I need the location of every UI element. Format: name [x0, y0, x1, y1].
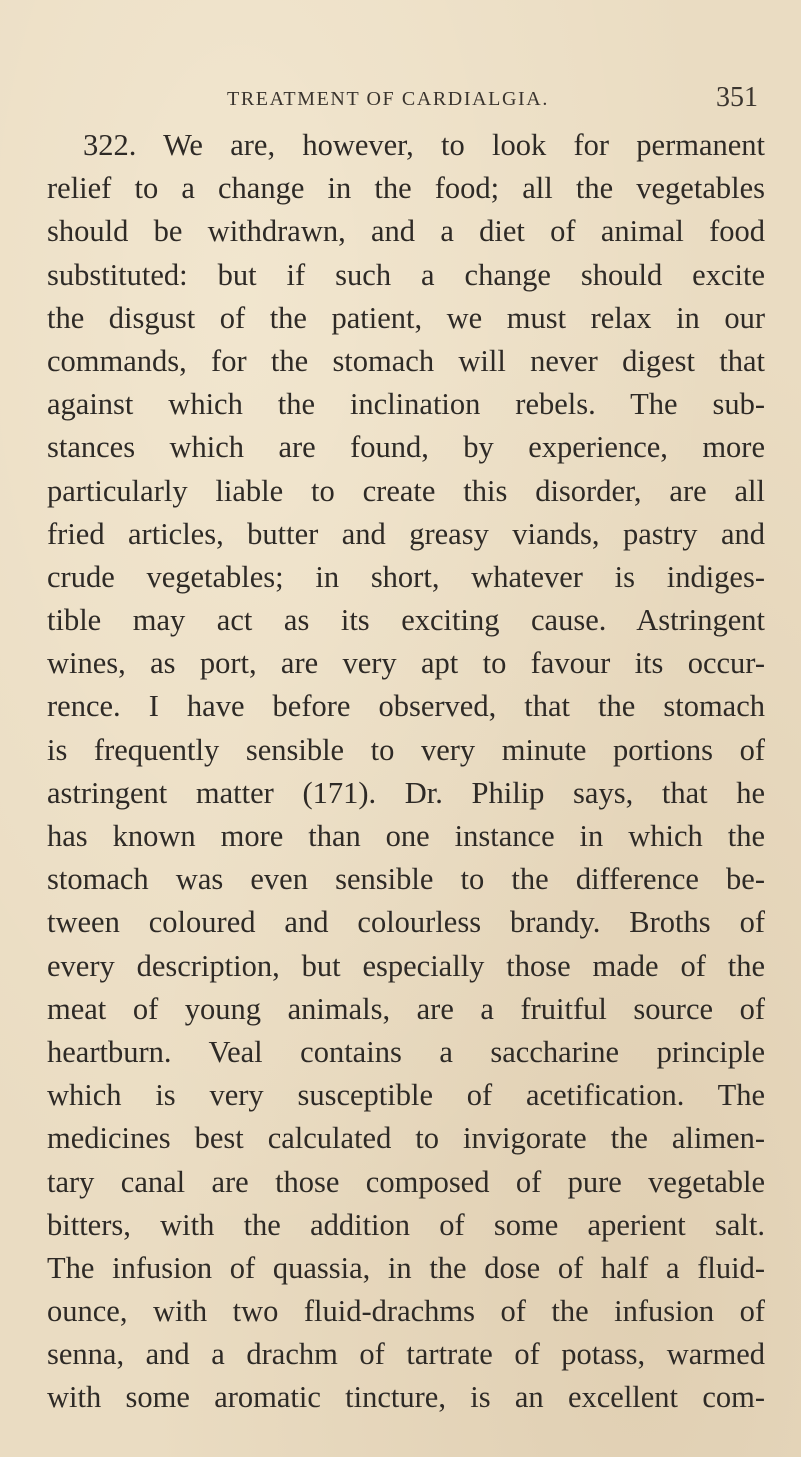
text-line: has known more than one instance in which the [47, 819, 765, 853]
text-line: every description, but especially those made of the [47, 948, 765, 983]
text-line: astringent matter (171). Dr. Philip says, that he [47, 775, 765, 810]
text-line: relief to a change in the food; all the vegetables [47, 171, 765, 206]
text-line: commands, for the stomach will never digest that [47, 343, 765, 378]
text-line: 322. We are, however, to look for permanent [83, 128, 765, 162]
text-line: substituted: but if such a change should excite [47, 257, 765, 292]
text-line: is frequently sensible to very minute portions of [47, 732, 765, 767]
text-line: tible may act as its exciting cause. Astringent [47, 603, 765, 638]
text-line: with some aromatic tincture, is an excellent com- [47, 1380, 765, 1415]
text-line: bitters, with the addition of some aperient salt. [47, 1207, 765, 1242]
text-line: stances which are found, by experience, more [47, 430, 765, 465]
text-line: tary canal are those composed of pure vegetable [47, 1164, 765, 1199]
text-line: stomach was even sensible to the difference be- [47, 862, 765, 897]
text-line: The infusion of quassia, in the dose of half a fluid- [47, 1250, 765, 1285]
text-line: tween coloured and colourless brandy. Broths of [47, 905, 765, 940]
text-line: particularly liable to create this disorder, are all [47, 473, 765, 508]
text-line: should be withdrawn, and a diet of animal food [47, 214, 765, 249]
text-line: wines, as port, are very apt to favour its occur- [47, 646, 765, 681]
text-line: the disgust of the patient, we must relax in our [47, 300, 765, 335]
text-line: medicines best calculated to invigorate the alimen- [47, 1121, 765, 1156]
body-paragraph [47, 124, 765, 1420]
running-head: TREATMENT OF CARDIALGIA. [227, 88, 549, 110]
text-line: heartburn. Veal contains a saccharine principle [47, 1034, 765, 1069]
text-line: crude vegetables; in short, whatever is indiges- [47, 559, 765, 594]
text-line: fried articles, butter and greasy viands, pastry and [47, 516, 765, 551]
page-number: 351 [716, 82, 758, 113]
text-line: ounce, with two fluid-drachms of the infusion of [47, 1294, 765, 1329]
text-line: meat of young animals, are a fruitful source of [47, 991, 765, 1026]
text-line: which is very susceptible of acetification. The [47, 1078, 765, 1113]
text-line: rence. I have before observed, that the stomach [47, 689, 765, 724]
page-header [0, 82, 801, 122]
text-line: against which the inclination rebels. The sub- [47, 387, 765, 422]
text-line: senna, and a drachm of tartrate of potass, warmed [47, 1337, 765, 1372]
